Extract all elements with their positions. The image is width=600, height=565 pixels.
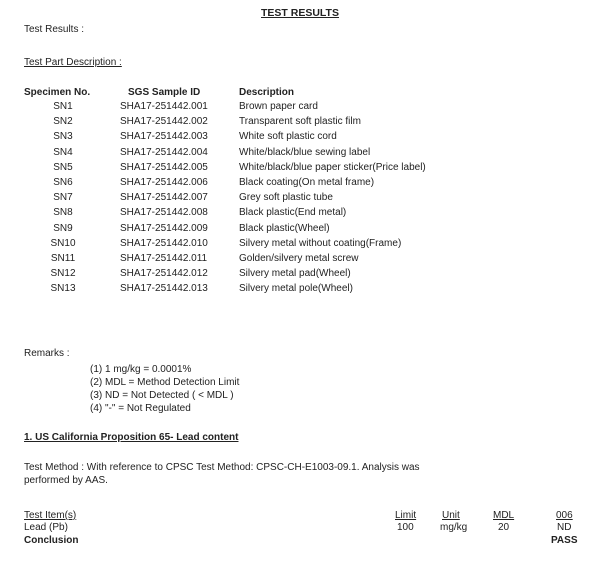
sample-id: SHA17-251442.001 bbox=[120, 101, 208, 112]
specimen-no: SN11 bbox=[50, 253, 76, 264]
table-row bbox=[0, 238, 600, 252]
conclusion-value: PASS bbox=[551, 535, 578, 546]
sample-id: SHA17-251442.007 bbox=[120, 192, 208, 204]
specimen-no: SN1 bbox=[53, 101, 73, 112]
table-row bbox=[0, 147, 600, 161]
col-header-unit: Unit bbox=[442, 510, 460, 521]
table-row bbox=[0, 192, 600, 206]
table-row bbox=[0, 207, 600, 221]
sample-description: White soft plastic cord bbox=[239, 131, 337, 143]
result-item-lead: Lead (Pb) bbox=[24, 522, 68, 533]
specimen-no: SN6 bbox=[53, 177, 73, 188]
specimen-no: SN7 bbox=[53, 192, 73, 204]
remark-line: (1) 1 mg/kg = 0.0001% bbox=[90, 364, 192, 375]
col-header-result: 006 bbox=[556, 510, 573, 521]
part-description-heading: Test Part Description : bbox=[24, 57, 122, 68]
sample-description: Black plastic(Wheel) bbox=[239, 222, 330, 234]
result-limit: 100 bbox=[397, 522, 414, 533]
result-mdl: 20 bbox=[498, 522, 510, 533]
sample-id: SHA17-251442.009 bbox=[120, 222, 208, 234]
remarks-label: Remarks : bbox=[24, 348, 70, 359]
result-value: ND bbox=[557, 522, 572, 533]
specimen-no: SN5 bbox=[53, 161, 73, 173]
table-row bbox=[0, 101, 600, 115]
table-row bbox=[0, 253, 600, 267]
table-row bbox=[0, 223, 600, 237]
test-method-line1: Test Method : With reference to CPSC Test Method: CPSC-CH-E1003-09.1. Analysis was bbox=[24, 462, 420, 473]
sample-id: SHA17-251442.011 bbox=[120, 253, 208, 264]
specimen-no: SN10 bbox=[50, 237, 76, 249]
table-row bbox=[0, 177, 600, 191]
table-row bbox=[0, 162, 600, 176]
remark-line: (4) "-" = Not Regulated bbox=[90, 403, 191, 414]
col-header-limit: Limit bbox=[395, 510, 417, 521]
page-title: TEST RESULTS bbox=[261, 7, 339, 19]
test-method-line2: performed by AAS. bbox=[24, 475, 108, 486]
remark-line: (2) MDL = Method Detection Limit bbox=[90, 377, 240, 388]
table-row bbox=[0, 116, 600, 130]
sample-description: White/black/blue paper sticker(Price label) bbox=[239, 161, 426, 173]
col-header-specimen: Specimen No. bbox=[24, 87, 91, 98]
sample-description: Black plastic(End metal) bbox=[239, 207, 347, 219]
sample-id: SHA17-251442.012 bbox=[120, 268, 208, 280]
test-results-label: Test Results : bbox=[24, 24, 85, 35]
sample-id: SHA17-251442.013 bbox=[120, 283, 208, 295]
table-row bbox=[0, 268, 600, 282]
table-row bbox=[0, 283, 600, 297]
sample-description: Brown paper card bbox=[239, 101, 318, 112]
col-header-description: Description bbox=[239, 87, 295, 98]
col-header-test-item: Test Item(s) bbox=[24, 510, 77, 521]
sample-id: SHA17-251442.008 bbox=[120, 207, 208, 219]
sample-id: SHA17-251442.002 bbox=[120, 116, 208, 128]
remark-line: (3) ND = Not Detected ( < MDL ) bbox=[90, 390, 234, 401]
sample-description: Silvery metal without coating(Frame) bbox=[239, 237, 402, 249]
sample-id: SHA17-251442.006 bbox=[120, 177, 208, 188]
col-header-mdl: MDL bbox=[493, 510, 515, 521]
specimen-no: SN8 bbox=[53, 207, 73, 219]
sample-description: Black coating(On metal frame) bbox=[239, 177, 375, 188]
sample-description: Golden/silvery metal screw bbox=[239, 253, 359, 264]
table-row bbox=[0, 131, 600, 145]
col-header-sample-id: SGS Sample ID bbox=[128, 87, 201, 98]
sample-description: Silvery metal pad(Wheel) bbox=[239, 268, 351, 280]
sample-description: White/black/blue sewing label bbox=[239, 146, 371, 158]
specimen-no: SN3 bbox=[53, 131, 73, 143]
conclusion-label: Conclusion bbox=[24, 535, 79, 546]
specimen-no: SN12 bbox=[50, 268, 76, 280]
sample-id: SHA17-251442.004 bbox=[120, 146, 208, 158]
sample-id: SHA17-251442.005 bbox=[120, 161, 208, 173]
specimen-no: SN2 bbox=[53, 116, 73, 128]
result-unit: mg/kg bbox=[440, 522, 468, 533]
specimen-no: SN9 bbox=[53, 222, 73, 234]
sample-description: Grey soft plastic tube bbox=[239, 192, 333, 204]
sample-id: SHA17-251442.010 bbox=[120, 237, 208, 249]
section1-heading: 1. US California Proposition 65- Lead content bbox=[24, 432, 239, 443]
sample-description: Silvery metal pole(Wheel) bbox=[239, 283, 353, 295]
sample-description: Transparent soft plastic film bbox=[239, 116, 361, 128]
sample-id: SHA17-251442.003 bbox=[120, 131, 208, 143]
specimen-no: SN4 bbox=[53, 146, 73, 158]
specimen-no: SN13 bbox=[50, 283, 76, 295]
